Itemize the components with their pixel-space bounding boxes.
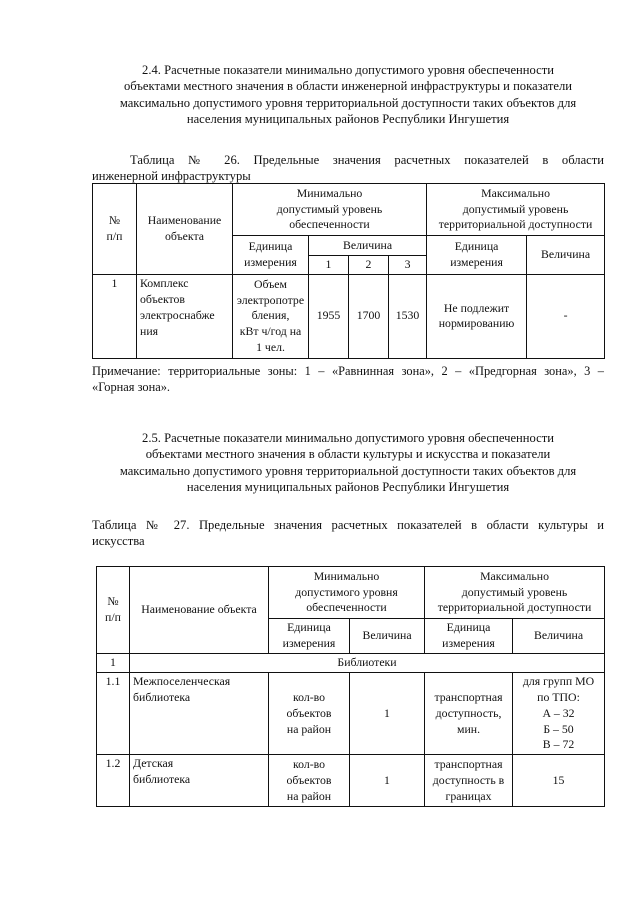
cell-text: кол-во <box>292 689 326 704</box>
header-text: допустимого уровня <box>295 584 398 599</box>
header-text: объекта <box>164 228 205 243</box>
header-zone-3: 3 <box>389 256 427 275</box>
header-text: Единица <box>248 239 293 254</box>
header-text: п/п <box>105 609 121 624</box>
header-text: допустимый уровень <box>276 201 383 216</box>
cell-text: транспортная <box>434 756 503 771</box>
header-text: Единица <box>454 239 499 254</box>
cell-max-value: 15 <box>513 755 605 807</box>
cell-num: 1.1 <box>97 672 130 755</box>
header-text: допустимый уровень <box>462 201 569 216</box>
cell-text: доступность в <box>432 772 505 787</box>
section-2-5-heading <box>84 430 612 495</box>
table-row <box>97 755 605 807</box>
header-max-unit <box>425 619 513 654</box>
header-text: измерения <box>442 635 495 650</box>
cell-zone-1: 1955 <box>309 274 349 358</box>
header-text: допустимый уровень <box>461 584 568 599</box>
cell-text: электроснабже <box>140 307 215 322</box>
cell-text: библиотека <box>133 772 191 787</box>
cell-zone-3: 1530 <box>389 274 427 358</box>
cell-text: на район <box>286 721 332 736</box>
cell-max-unit <box>425 755 513 807</box>
cell-num: 1 <box>93 274 137 358</box>
note-line: Примечание: территориальные зоны: 1 – «Равнинная зона», 2 – «Предгорная зона», 3 – <box>92 364 604 378</box>
table-26-caption <box>92 152 604 185</box>
header-unit <box>233 236 309 275</box>
header-max-value: Величина <box>527 236 605 275</box>
cell-text: А – 32 <box>542 705 575 720</box>
cell-value: 1 <box>350 755 425 807</box>
header-name <box>137 184 233 275</box>
cell-text: Не подлежит <box>443 300 510 315</box>
cell-num: 1.2 <box>97 755 130 807</box>
cell-text: объектов <box>286 705 332 720</box>
cell-text: Б – 50 <box>543 721 574 736</box>
caption-line: Таблица № 26. Предельные значения расчетных показателей в области <box>130 153 604 167</box>
header-text: Максимально <box>480 568 549 583</box>
header-text: территориальной доступности <box>438 217 593 232</box>
caption-line: Таблица № 27. Предельные значения расчетных показателей в области культуры и <box>92 518 604 532</box>
header-unit <box>269 619 350 654</box>
header-value: Величина <box>350 619 425 654</box>
cell-name <box>130 672 269 755</box>
cell-text: транспортная <box>434 689 503 704</box>
cell-text: для групп МО <box>522 673 595 688</box>
header-text: Максимально <box>481 185 551 200</box>
cell-max-value: - <box>527 274 605 358</box>
header-num <box>93 184 137 275</box>
cell-text: Комплекс <box>140 275 189 290</box>
header-text: Единица <box>446 620 491 634</box>
cell-text: границах <box>445 788 492 803</box>
cell-num: 1 <box>97 653 130 672</box>
header-max-unit <box>427 236 527 275</box>
header-text: № <box>108 213 121 228</box>
table-26-note <box>92 363 604 395</box>
cell-unit <box>269 755 350 807</box>
heading-line: 2.4. Расчетные показатели минимально допустимого уровня обеспеченности <box>142 63 554 77</box>
cell-text: электропотре <box>236 292 305 307</box>
cell-text: кол-во <box>292 756 326 771</box>
cell-text: 1 чел. <box>256 340 285 355</box>
header-text: обеспеченности <box>289 217 370 232</box>
header-text: п/п <box>106 228 123 243</box>
cell-text: ния <box>140 323 159 338</box>
header-name: Наименование объекта <box>130 567 269 654</box>
note-line: «Горная зона». <box>92 380 171 395</box>
header-text: № <box>107 594 119 608</box>
header-zone-1: 1 <box>309 256 349 275</box>
table-27 <box>96 566 605 807</box>
header-text: измерения <box>244 254 297 269</box>
cell-max-unit <box>427 274 527 358</box>
header-text: Минимально <box>313 568 380 583</box>
cell-text: нормированию <box>438 316 515 331</box>
table-26 <box>92 183 605 359</box>
cell-text: по ТПО: <box>537 689 580 704</box>
cell-zone-2: 1700 <box>349 274 389 358</box>
cell-text: библиотека <box>133 689 191 704</box>
header-text: измерения <box>450 254 503 269</box>
caption-line: искусства <box>92 534 145 549</box>
cell-unit <box>233 274 309 358</box>
cell-name <box>130 755 269 807</box>
header-zone-2: 2 <box>349 256 389 275</box>
table-row <box>97 672 605 755</box>
heading-line: максимально допустимого уровня территориальной доступности таких объектов для <box>119 95 577 110</box>
cell-text: объектов <box>140 291 185 306</box>
heading-line: объектами местного значения в области культуры и искусства и показатели <box>145 447 551 462</box>
table-row <box>93 274 605 358</box>
header-text: обеспеченности <box>306 600 387 615</box>
header-num <box>97 567 130 654</box>
heading-line: максимально допустимого уровня территориальной доступности таких объектов для <box>119 463 577 478</box>
group-label: Библиотеки <box>130 653 605 672</box>
header-max-group <box>425 567 605 619</box>
header-text: Минимально <box>296 185 363 200</box>
header-text: Единица <box>287 620 331 634</box>
cell-value: 1 <box>350 672 425 755</box>
header-min-group <box>269 567 425 619</box>
cell-text: Межпоселенческая <box>133 673 231 688</box>
header-min-group <box>233 184 427 236</box>
header-text: Наименование <box>147 213 222 228</box>
cell-max-unit <box>425 672 513 755</box>
cell-text: объектов <box>286 772 332 787</box>
cell-text: на район <box>286 788 332 803</box>
heading-line: населения муниципальных районов Республики Ингушетия <box>186 112 510 127</box>
cell-name <box>137 274 233 358</box>
header-text: измерения <box>282 635 336 650</box>
cell-text: бления, <box>251 308 290 323</box>
cell-text: доступность, <box>435 705 502 720</box>
header-max-value: Величина <box>513 619 605 654</box>
heading-line: объектами местного значения в области инженерной инфраструктуры и показатели <box>124 79 572 94</box>
cell-text: Детская <box>133 756 174 771</box>
header-text: территориальной доступности <box>437 600 592 615</box>
caption-line: инженерной инфраструктуры <box>92 169 251 184</box>
cell-text: кВт ч/год на <box>239 324 302 339</box>
table-group-row <box>97 653 605 672</box>
cell-text: В – 72 <box>542 737 575 752</box>
section-2-4-heading <box>84 62 612 127</box>
heading-line: населения муниципальных районов Республики Ингушетия <box>186 480 510 495</box>
heading-line: 2.5. Расчетные показатели минимально допустимого уровня обеспеченности <box>142 431 554 445</box>
cell-text: мин. <box>456 721 481 736</box>
cell-text: Объем <box>253 276 288 291</box>
header-value: Величина <box>309 236 427 256</box>
table-27-caption <box>92 517 604 550</box>
cell-max-value <box>513 672 605 755</box>
cell-unit <box>269 672 350 755</box>
header-max-group <box>427 184 605 236</box>
